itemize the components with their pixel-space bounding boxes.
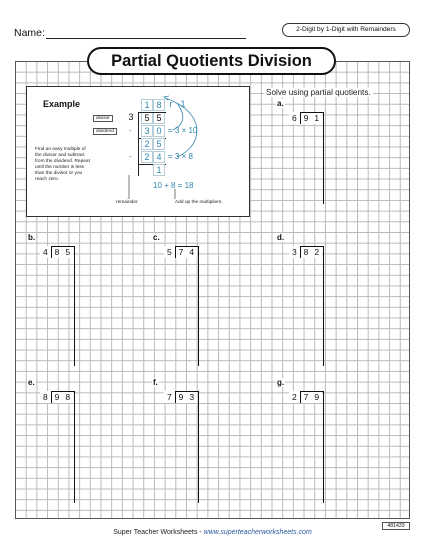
division-bar (175, 246, 198, 247)
problem-dividend-digit: 8 (52, 246, 63, 258)
example-step-digit: 2 (141, 138, 153, 150)
division-bar (138, 112, 166, 113)
division-bracket (300, 391, 301, 403)
division-bar (300, 112, 323, 113)
division-bracket (300, 246, 301, 258)
footer-brand: Super Teacher Worksheets (113, 529, 198, 536)
problem-divisor: 8 (40, 391, 51, 403)
example-explanation: Find an easy multiple of the divisor and subtract from the dividend. Repeat until the number is less than the divisor or you reach zero. (35, 147, 90, 182)
minus-sign: - (129, 152, 132, 161)
example-quotient-digit: 1 (141, 99, 153, 111)
example-dividend-digit: 5 (153, 112, 165, 124)
problem-dividend-digit: 9 (52, 391, 63, 403)
divisor-label: divisor (93, 115, 113, 122)
problem-label: b. (28, 233, 36, 242)
problem-dividend-digit: 9 (311, 391, 322, 403)
problem-dividend-digit: 8 (62, 391, 73, 403)
problem-divisor: 2 (289, 391, 300, 403)
worksheet-type-badge: 2-Digit by 1-Digit with Remainders (282, 23, 410, 37)
name-input-line[interactable] (46, 38, 246, 39)
work-column-line (74, 391, 75, 503)
example-remainder-value: 1 (180, 99, 186, 109)
instruction-text: Solve using partial quotients. (266, 88, 371, 97)
problem-divisor: 3 (289, 246, 300, 258)
division-bracket (300, 112, 301, 124)
division-bracket (51, 391, 52, 403)
division-bracket (175, 246, 176, 258)
division-bar (51, 246, 74, 247)
multiplier-sum: 10 + 8 = 18 (153, 181, 194, 190)
division-bar (300, 391, 323, 392)
example-step-digit: 0 (153, 125, 165, 137)
example-step-digit: 3 (141, 125, 153, 137)
problem-label: f. (153, 378, 158, 387)
division-bracket (175, 391, 176, 403)
division-bracket (138, 112, 139, 176)
problem-divisor: 5 (164, 246, 175, 258)
problem-dividend-digit: 2 (311, 246, 322, 258)
problem-divisor: 6 (289, 112, 300, 124)
problem-label: e. (28, 378, 35, 387)
problem-dividend-digit: 1 (311, 112, 322, 124)
problem-dividend-digit: 4 (186, 246, 197, 258)
division-bar (51, 391, 74, 392)
example-step-digit: 5 (153, 138, 165, 150)
problem-dividend-digit: 7 (301, 391, 312, 403)
problem-label: d. (277, 233, 285, 242)
step-note: = 3 × 8 (168, 152, 193, 161)
work-column-line (323, 246, 324, 366)
page-title: Partial Quotients Division (87, 47, 336, 75)
add-multipliers-note: Add up the multipliers. (175, 200, 223, 205)
problem-dividend-digit: 7 (176, 246, 187, 258)
problem-dividend-digit: 9 (301, 112, 312, 124)
step-note: = 3 × 10 (168, 126, 198, 135)
example-quotient-digit: 8 (153, 99, 165, 111)
dividend-label: dividend (93, 128, 117, 135)
example-step-digit: 4 (153, 151, 165, 163)
footer (0, 529, 425, 536)
example-divisor: 3 (128, 112, 134, 122)
example-box (26, 86, 250, 217)
name-label: Name: (14, 27, 45, 39)
work-column-line (323, 112, 324, 204)
example-step-digit: 2 (141, 151, 153, 163)
example-remainder-marker: r (169, 99, 173, 109)
footer-url[interactable]: www.superteacherworksheets.com (203, 529, 312, 536)
example-remainder-digit: 1 (153, 164, 165, 176)
problem-divisor: 7 (164, 391, 175, 403)
example-dividend-digit: 5 (141, 112, 153, 124)
work-column-line (323, 391, 324, 503)
footer-separator: - (197, 529, 204, 536)
problem-label: c. (153, 233, 160, 242)
problem-label: g. (277, 378, 285, 387)
worksheet-code: 481433 (382, 522, 410, 530)
division-bar (300, 246, 323, 247)
problem-dividend-digit: 9 (176, 391, 187, 403)
problem-divisor: 4 (40, 246, 51, 258)
minus-sign: - (129, 126, 132, 135)
work-column-line (198, 391, 199, 503)
remainder-label: remainder (116, 200, 138, 205)
problem-dividend-digit: 3 (186, 391, 197, 403)
division-bar (175, 391, 198, 392)
work-column-line (198, 246, 199, 366)
example-title: Example (43, 99, 81, 109)
division-bracket (51, 246, 52, 258)
problem-dividend-digit: 8 (301, 246, 312, 258)
problem-dividend-digit: 5 (62, 246, 73, 258)
problem-label: a. (277, 99, 284, 108)
work-column-line (74, 246, 75, 366)
